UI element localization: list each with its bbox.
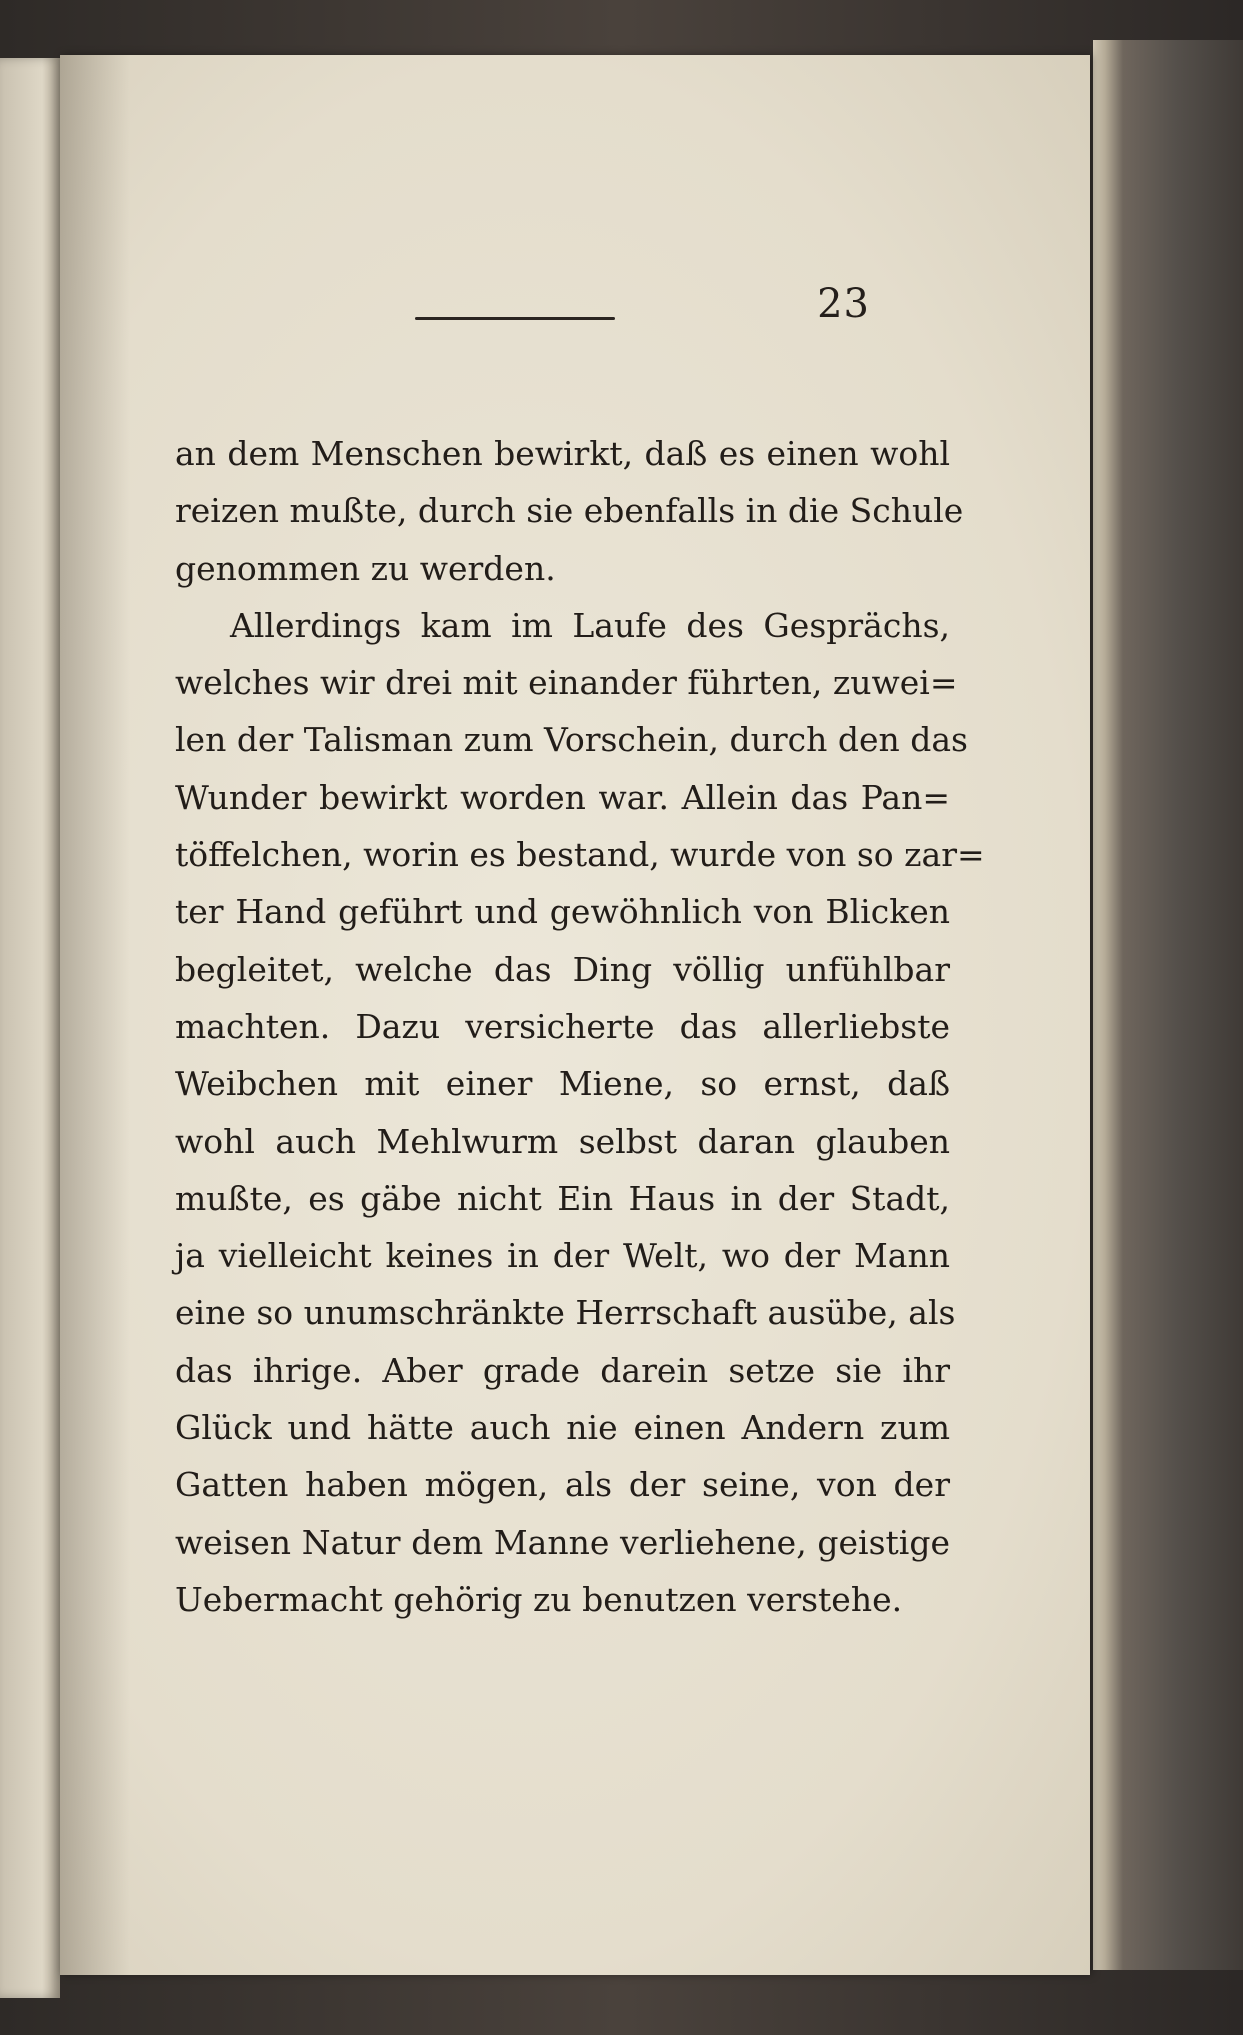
- text-line: mußte, es gäbe nicht Ein Haus in der Stadt,: [175, 1178, 950, 1218]
- gutter-shadow: [60, 55, 130, 1975]
- page-number: 23: [817, 281, 870, 327]
- text-line: weisen Natur dem Manne verliehene, geistige: [175, 1522, 950, 1562]
- text-line: Gatten haben mögen, als der seine, von der: [175, 1465, 950, 1505]
- text-line: an dem Menschen bewirkt, daß es einen wohl: [175, 434, 950, 473]
- text-line: welches wir drei mit einander führten, zuwei=: [175, 663, 958, 703]
- text-line: Uebermacht gehörig zu benutzen verstehe.: [175, 1579, 903, 1619]
- text-line: Glück und hätte auch nie einen Andern zum: [175, 1408, 950, 1448]
- text-line: Wunder bewirkt worden war. Allein das Pan=: [175, 777, 950, 817]
- text-line: töffelchen, worin es bestand, wurde von so zar=: [175, 835, 985, 875]
- facing-page-edge: [0, 58, 60, 1998]
- header-rule: [415, 317, 615, 320]
- text-line: reizen mußte, durch sie ebenfalls in die Schule: [175, 491, 964, 531]
- text-line: wohl auch Mehlwurm selbst daran glauben: [175, 1121, 950, 1161]
- text-line: ter Hand geführt und gewöhnlich von Blicken: [175, 892, 950, 932]
- book-page: [60, 55, 1090, 1975]
- text-line: ja vielleicht keines in der Welt, wo der Mann: [175, 1236, 950, 1276]
- text-line: Allerdings kam im Laufe des Gesprächs,: [230, 605, 950, 645]
- text-line: len der Talisman zum Vorschein, durch den das: [175, 720, 968, 760]
- text-line: das ihrige. Aber grade darein setze sie ihr: [175, 1350, 950, 1390]
- body-text: [175, 425, 985, 1628]
- text-line: eine so unumschränkte Herrschaft ausübe, als: [175, 1293, 956, 1333]
- book-cover-edge: [1093, 40, 1243, 1970]
- text-line: Weibchen mit einer Miene, so ernst, daß: [175, 1064, 950, 1104]
- text-line: machten. Dazu versicherte das allerliebste: [175, 1006, 950, 1046]
- text-line: genommen zu werden.: [175, 548, 556, 588]
- text-line: begleitet, welche das Ding völlig unfühlbar: [175, 949, 950, 989]
